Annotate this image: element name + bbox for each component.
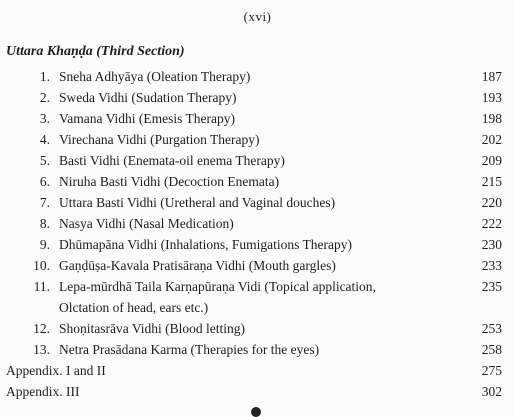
entry-page: 215	[481, 174, 502, 189]
entry-page: 202	[481, 132, 502, 147]
entry-page: 187	[481, 69, 502, 84]
entry-number: 4.	[39, 132, 50, 147]
appendix-title: Appendix. I and II	[6, 363, 106, 378]
entry-page: 193	[481, 90, 502, 105]
toc-entry	[0, 339, 515, 360]
entry-title: Shoṇitasrāva Vidhi (Blood letting)	[59, 321, 246, 336]
entry-number: 6.	[39, 174, 50, 189]
toc-entry	[0, 213, 515, 234]
toc-entry	[0, 192, 515, 213]
entry-page: 222	[481, 216, 502, 231]
toc-entry	[0, 234, 515, 255]
appendix-entry	[0, 360, 515, 381]
entry-number: 8.	[39, 216, 50, 231]
page-number: (xvi)	[243, 9, 272, 24]
appendix-title: Appendix. III	[6, 384, 80, 399]
toc-entry	[0, 255, 515, 276]
entry-title-line1: Lepa-mūrdhā Taila Karṇapūraṇa Vidi (Topical application,	[59, 279, 376, 294]
entry-title	[59, 276, 376, 318]
section-title: Uttara Khaṇḍa (Third Section)	[6, 44, 185, 59]
entry-title: Niruha Basti Vidhi (Decoction Enemata)	[59, 174, 280, 189]
appendix-entry	[0, 381, 515, 402]
entry-page: 198	[481, 111, 502, 126]
entry-title: Virechana Vidhi (Purgation Therapy)	[59, 132, 260, 147]
entry-page: 253	[481, 321, 502, 336]
entry-number: 12.	[33, 321, 50, 336]
entry-title: Netra Prasādana Karma (Therapies for the eyes)	[59, 342, 320, 357]
toc-entry	[0, 129, 515, 150]
entry-number: 11.	[33, 279, 50, 294]
entry-number: 13.	[33, 342, 50, 357]
entry-title: Gaṇḍūṣa-Kavala Pratisāraṇa Vidhi (Mouth gargles)	[59, 258, 336, 273]
entry-number: 7.	[39, 195, 50, 210]
toc-entry	[0, 318, 515, 339]
entry-number: 1.	[39, 69, 50, 84]
entry-page: 220	[481, 195, 502, 210]
entry-page: 258	[481, 342, 502, 357]
entry-number: 9.	[39, 237, 50, 252]
entry-page: 230	[481, 237, 502, 252]
entry-number: 5.	[39, 153, 50, 168]
toc-entry	[0, 150, 515, 171]
entry-page: 209	[481, 153, 502, 168]
toc-entry	[0, 87, 515, 108]
toc-entry	[0, 108, 515, 129]
entry-number: 10.	[33, 258, 50, 273]
entry-number: 2.	[39, 90, 50, 105]
entry-page: 235	[481, 279, 502, 294]
toc-entry	[0, 66, 515, 87]
toc-entry	[0, 276, 515, 318]
appendix-page: 275	[481, 363, 502, 378]
entry-title: Vamana Vidhi (Emesis Therapy)	[59, 111, 236, 126]
entry-page: 233	[481, 258, 502, 273]
entry-title: Sneha Adhyāya (Oleation Therapy)	[59, 69, 251, 84]
table-of-contents	[0, 66, 515, 402]
entry-number: 3.	[39, 111, 50, 126]
entry-title: Basti Vidhi (Enemata-oil enema Therapy)	[59, 153, 285, 168]
entry-title: Nasya Vidhi (Nasal Medication)	[59, 216, 234, 231]
entry-title: Dhūmapāna Vidhi (Inhalations, Fumigations Therapy)	[59, 237, 353, 252]
appendix-page: 302	[481, 384, 502, 399]
entry-title-line2: Olctation of head, ears etc.)	[59, 300, 209, 315]
entry-title: Sweda Vidhi (Sudation Therapy)	[59, 90, 237, 105]
toc-entry	[0, 171, 515, 192]
entry-title: Uttara Basti Vidhi (Uretheral and Vaginal douches)	[59, 195, 336, 210]
